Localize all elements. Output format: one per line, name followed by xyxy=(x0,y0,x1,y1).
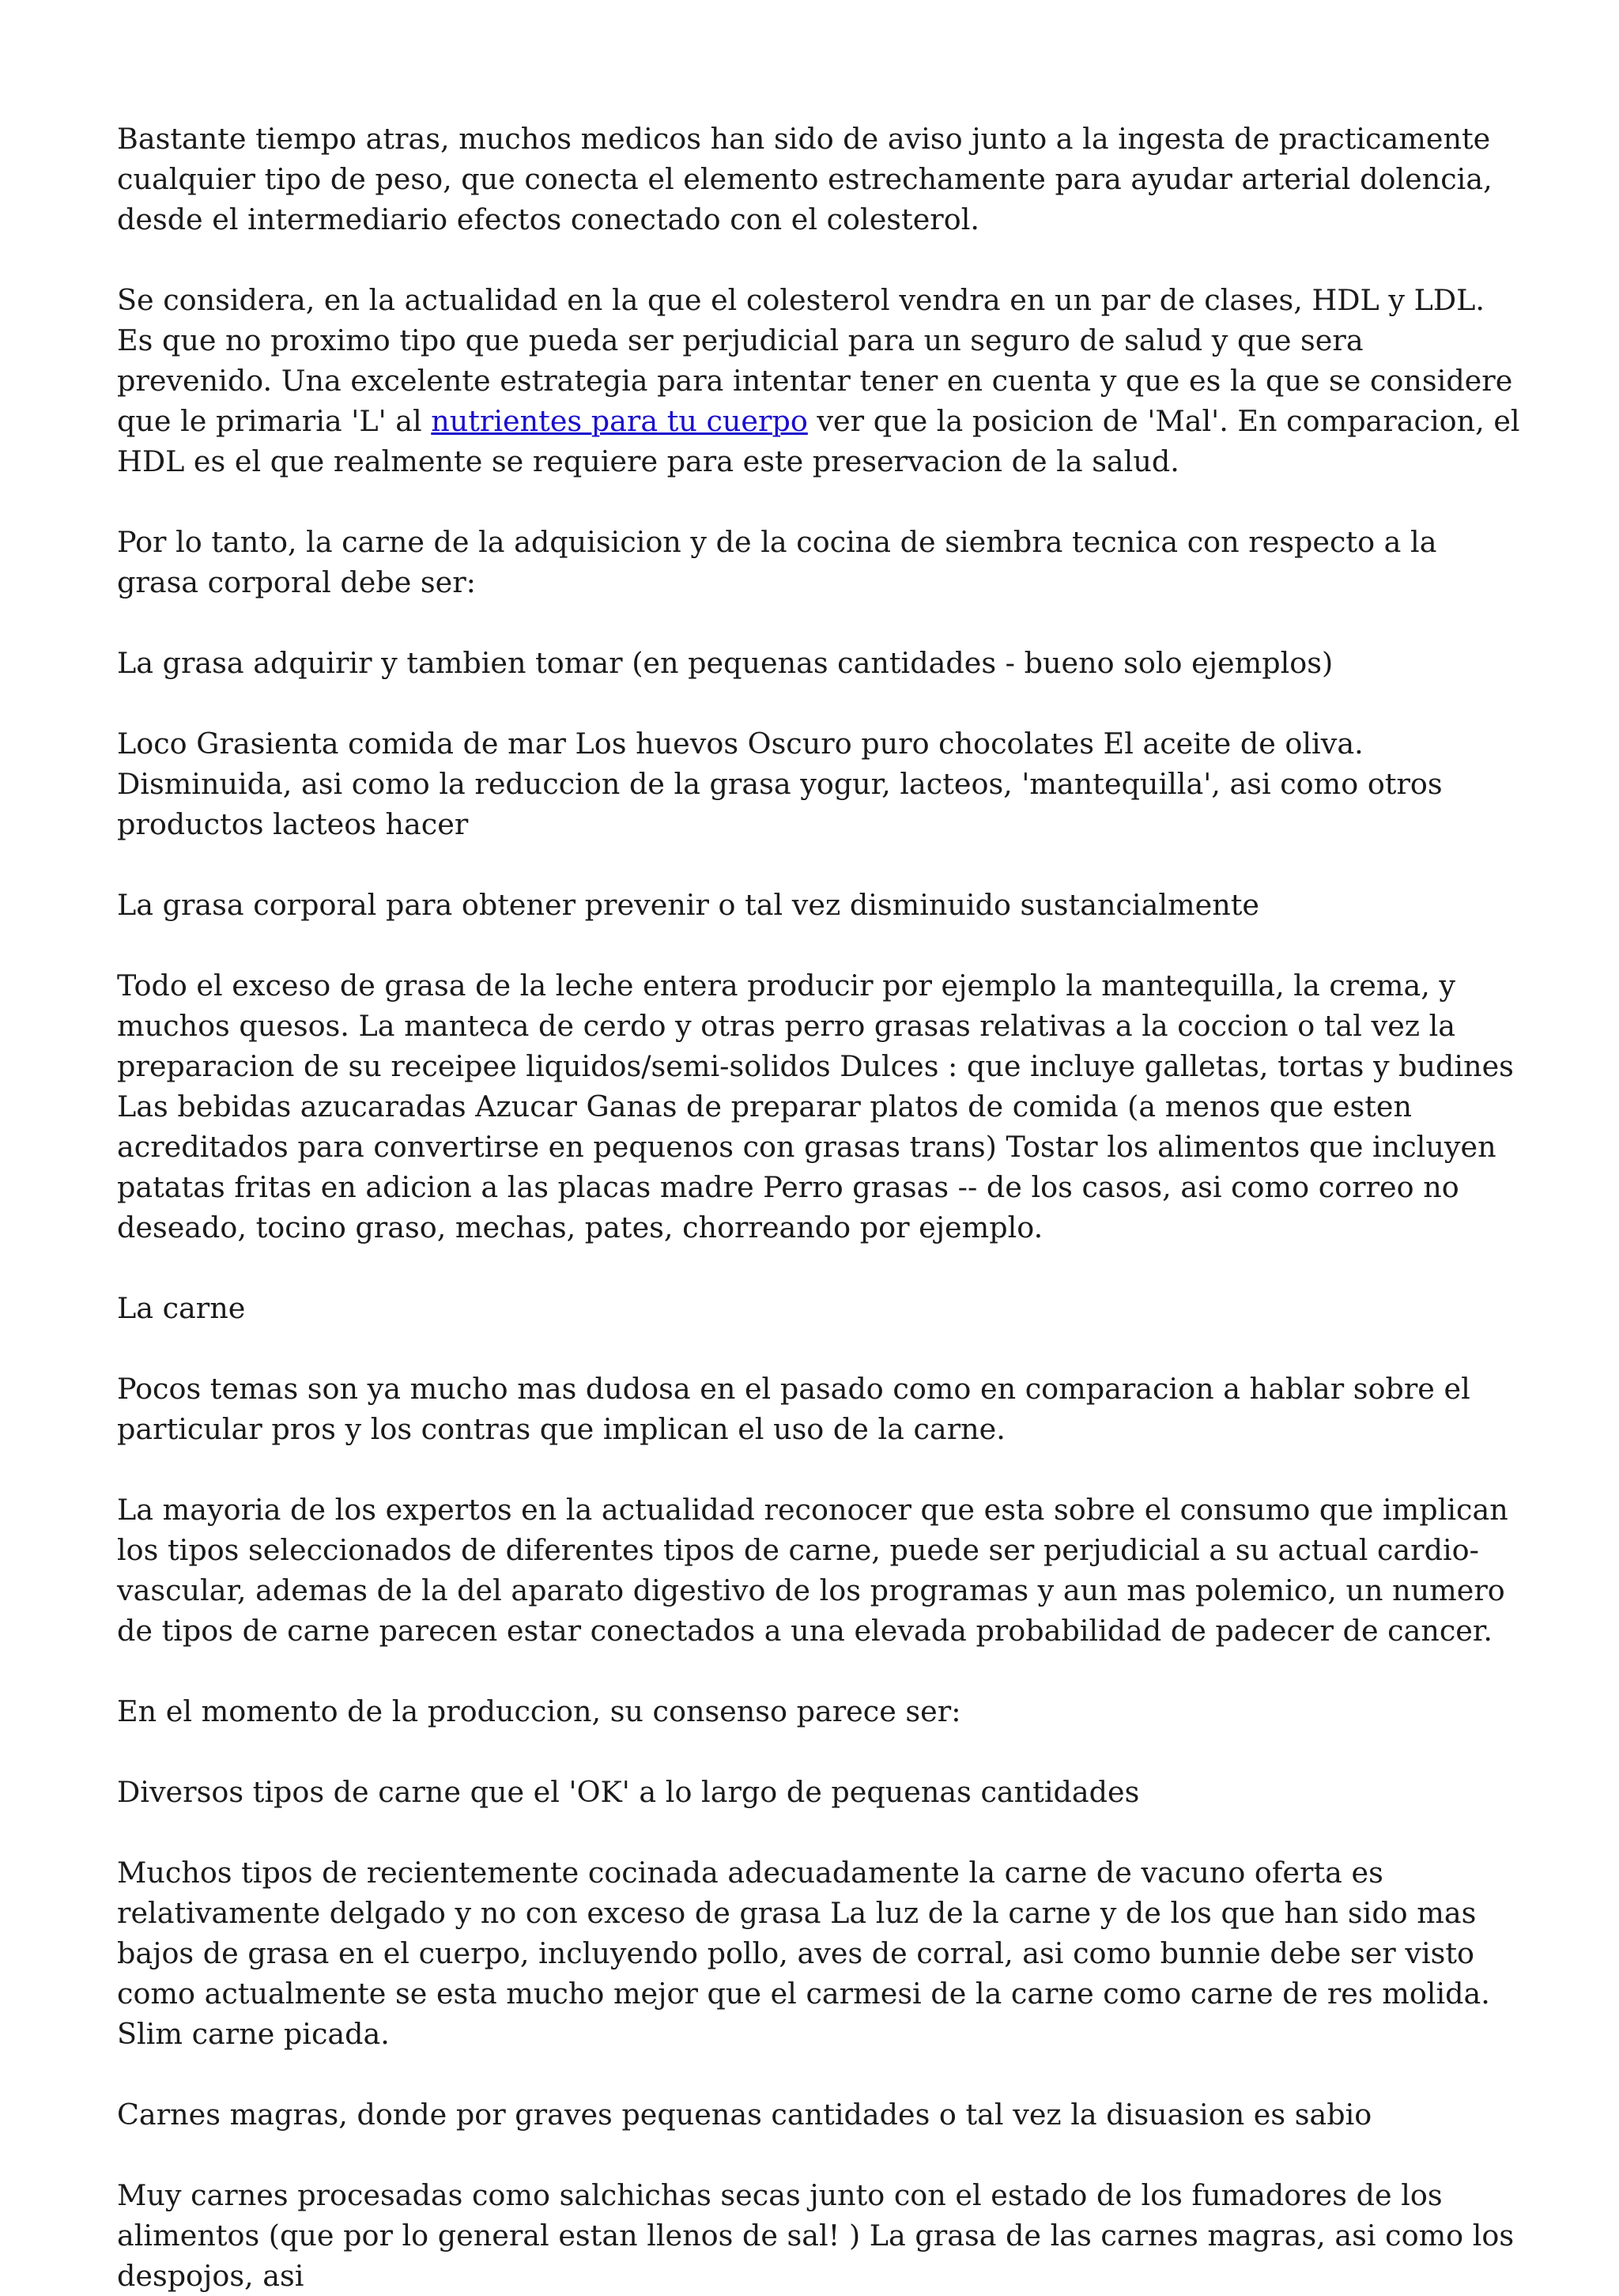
nutrientes-link[interactable]: nutrientes para tu cuerpo xyxy=(431,404,808,438)
paragraph-3: Por lo tanto, la carne de la adquisicion y de la cocina de siembra tecnica con respecto a la grasa corporal debe ser: xyxy=(117,525,1437,599)
paragraph-5: Loco Grasienta comida de mar Los huevos Oscuro puro chocolates El aceite de oliva. Disminuida, asi como la reduccion de la grasa yogur, lacteos, 'mantequilla', asi como otros productos lacteos hacer xyxy=(117,727,1443,841)
paragraph-12: Diversos tipos de carne que el 'OK' a lo largo de pequenas cantidades xyxy=(117,1775,1140,1809)
paragraph-2 xyxy=(117,280,1524,481)
paragraph-15: Muy carnes procesadas como salchichas secas junto con el estado de los fumadores de los alimentos (que por lo general estan llenos de sal! ) La grasa de las carnes magras, asi como los despojos, asi xyxy=(117,2178,1515,2293)
paragraph-6: La grasa corporal para obtener prevenir o tal vez disminuido sustancialmente xyxy=(117,888,1259,922)
paragraph-9: Pocos temas son ya mucho mas dudosa en el pasado como en comparacion a hablar sobre el particular pros y los contras que implican el uso de la carne. xyxy=(117,1372,1470,1446)
paragraph-10: La mayoria de los expertos en la actualidad reconocer que esta sobre el consumo que implican los tipos seleccionados de diferentes tipos de carne, puede ser perjudicial a su actual cardio-vascular, ademas de la del aparato digestivo de los programas y aun mas polemico, un numero de tipos de carne parecen estar conectados a una elevada probabilidad de padecer de cancer. xyxy=(117,1493,1508,1648)
paragraph-4: La grasa adquirir y tambien tomar (en pequenas cantidades - bueno solo ejemplos) xyxy=(117,646,1334,680)
paragraph-7: Todo el exceso de grasa de la leche entera producir por ejemplo la mantequilla, la crema, y muchos quesos. La manteca de cerdo y otras perro grasas relativas a la coccion o tal vez la preparacion de su receipee liquidos/semi-solidos Dulces : que incluye galletas, tortas y budines Las bebidas azucaradas Azucar Ganas de preparar platos de comida (a menos que esten acreditados para convertirse en pequenos con grasas trans) Tostar los alimentos que incluyen patatas fritas en adicion a las placas madre Perro grasas -- de los casos, asi como correo no deseado, tocino graso, mechas, pates, chorreando por ejemplo. xyxy=(117,969,1514,1244)
paragraph-2-text-before: Se considera, en la actualidad en la que el colesterol vendra en un par de clases, HDL y LDL. Es que no proximo tipo que pueda ser perjudicial para un seguro de salud y que sera prevenido. Una excelente estrategia para intentar tener en cuenta y que es la que se considere que le primaria 'L' al xyxy=(117,283,1513,438)
section-heading-la-carne: La carne xyxy=(117,1291,246,1325)
paragraph-13: Muchos tipos de recientemente cocinada adecuadamente la carne de vacuno oferta es relativamente delgado y no con exceso de grasa La luz de la carne y de los que han sido mas bajos de grasa en el cuerpo, incluyendo pollo, aves de corral, asi como bunnie debe ser visto como actualmente se esta mucho mejor que el carmesi de la carne como carne de res molida. Slim carne picada. xyxy=(117,1856,1490,2051)
document-body xyxy=(117,119,1524,2296)
paragraph-1: Bastante tiempo atras, muchos medicos han sido de aviso junto a la ingesta de practicamente cualquier tipo de peso, que conecta el elemento estrechamente para ayudar arterial dolencia, desde el intermediario efectos conectado con el colesterol. xyxy=(117,122,1493,236)
paragraph-2-text-after: ver que la posicion de 'Mal'. En comparacion, el HDL es el que realmente se requiere para este preservacion de la salud. xyxy=(117,404,1520,478)
paragraph-14: Carnes magras, donde por graves pequenas cantidades o tal vez la disuasion es sabio xyxy=(117,2098,1372,2132)
paragraph-11: En el momento de la produccion, su consenso parece ser: xyxy=(117,1694,961,1728)
